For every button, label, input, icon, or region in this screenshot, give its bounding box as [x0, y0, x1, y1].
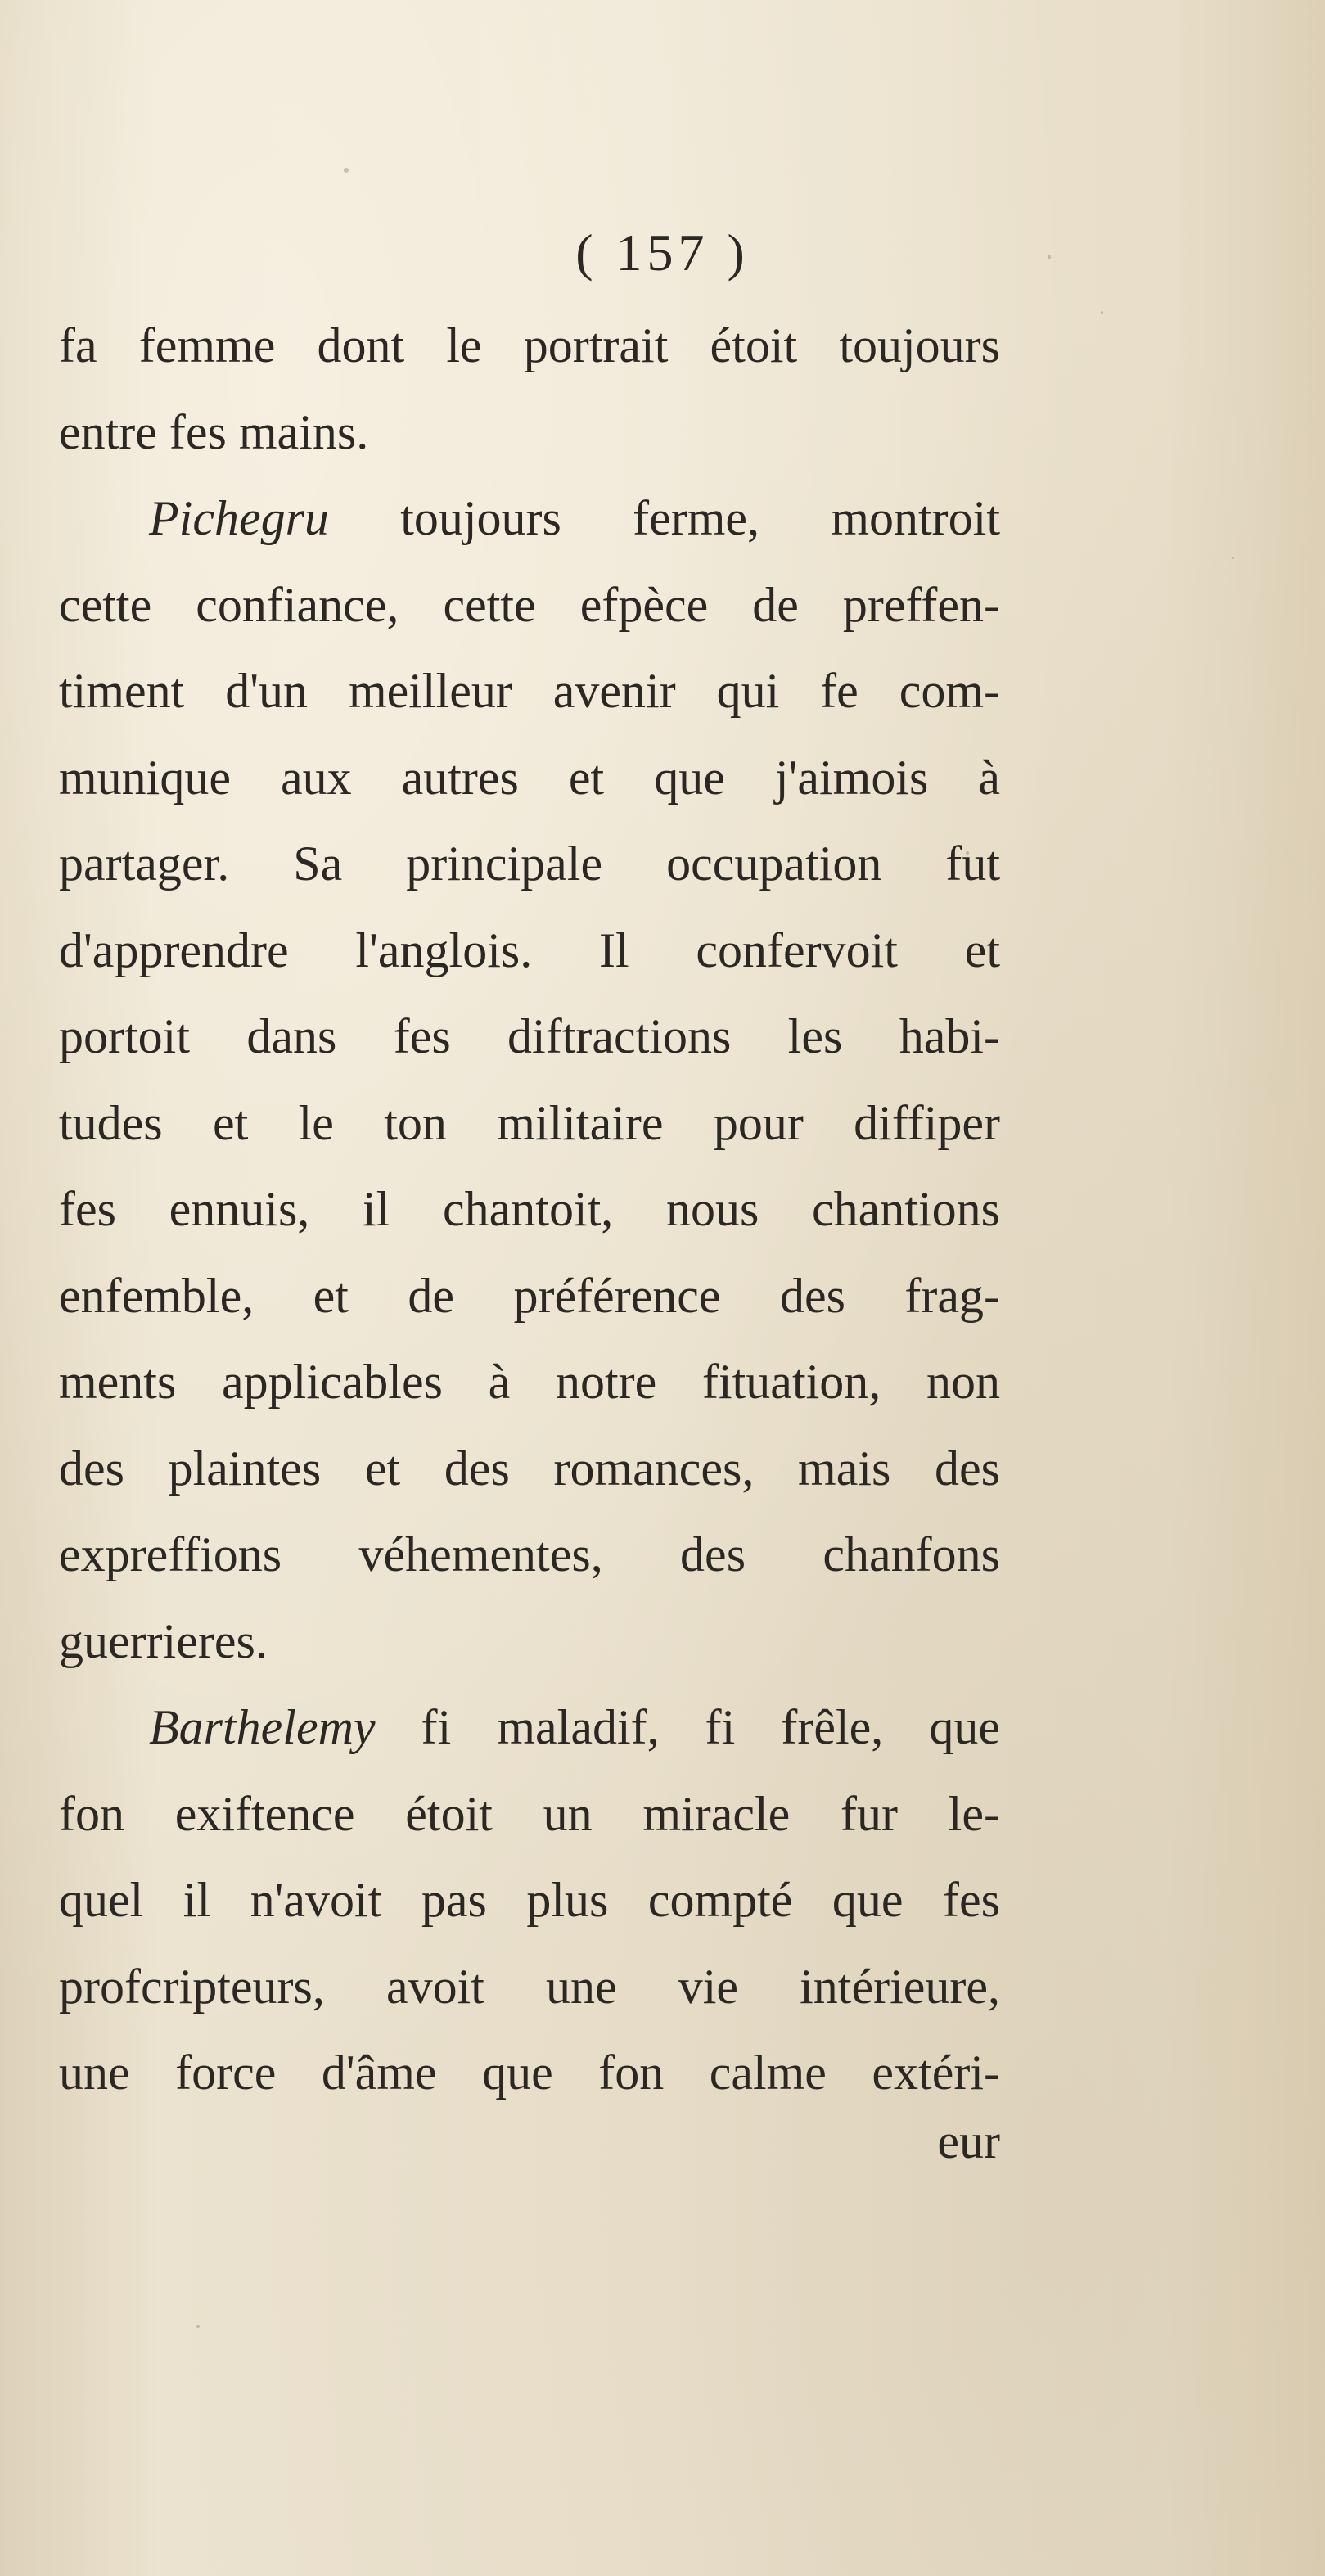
catchword: eur	[937, 2114, 1000, 2168]
text-line: tudes et le ton militaire pour diffiper	[59, 1095, 1000, 1150]
text-line: fa femme dont le portrait étoit toujours	[59, 318, 1000, 372]
italic-name: Barthelemy	[149, 1700, 376, 1754]
text-line: timent d'un meilleur avenir qui fe com-	[59, 664, 1000, 718]
paper-speck	[344, 168, 349, 173]
paper-speck	[1101, 311, 1103, 314]
text-line: une force d'âme que fon calme extéri-	[59, 2046, 1000, 2100]
text-line: profcripteurs, avoit une vie intérieure,	[59, 1959, 1000, 2014]
text-line: expreffions véhementes, des chanfons	[59, 1527, 1000, 1581]
text-line: Barthelemy fi maladif, fi frêle, que	[149, 1700, 1000, 1754]
text-line: d'apprendre l'anglois. Il confervoit et	[59, 923, 1000, 977]
italic-name: Pichegru	[149, 491, 329, 545]
text-line: fon exiftence étoit un miracle fur le-	[59, 1786, 1000, 1841]
paper-speck	[196, 2325, 200, 2328]
text-line: fes ennuis, il chantoit, nous chantions	[59, 1182, 1000, 1236]
text-line: entre fes mains.	[59, 404, 369, 459]
text-line: cette confiance, cette efpèce de preffen-	[59, 577, 1000, 632]
body-text	[59, 303, 1000, 2117]
text-line: enfemble, et de préférence des frag-	[59, 1268, 1000, 1323]
text-line: quel il n'avoit pas plus compté que fes	[59, 1873, 1000, 1927]
text-line: Pichegru toujours ferme, montroit	[149, 491, 1000, 545]
text-line: des plaintes et des romances, mais des	[59, 1441, 1000, 1496]
text-line: portoit dans fes diftractions les habi-	[59, 1009, 1000, 1063]
text-line: munique aux autres et que j'aimois à	[59, 750, 1000, 805]
text-line: guerrieres.	[59, 1613, 268, 1668]
page-number: ( 157 )	[575, 223, 750, 282]
text-line: partager. Sa principale occupation fut	[59, 837, 1000, 891]
text-line: ments applicables à notre fituation, non	[59, 1355, 1000, 1409]
paper-speck	[1232, 557, 1234, 559]
